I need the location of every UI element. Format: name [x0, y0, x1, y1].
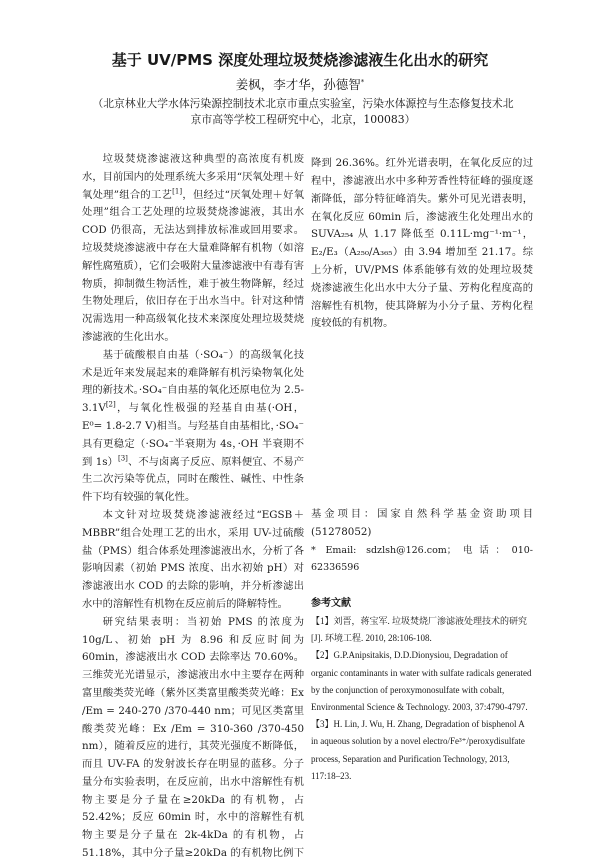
funding-note: 基金项目：国家自然科学基金资助项目(51278052): [311, 508, 533, 538]
body-text: 基于硫酸根自由基（·SO₄⁻）的高级氧化技术是近年来发展起来的难降解有机污染物氧化处理的新技术。·SO₄⁻自由基的氧化还原电位为 2.5-3.1V: [82, 348, 304, 415]
left-column: [82, 151, 304, 859]
reference-item: 【2】G.P.Anipsitakis, D.D.Dionysiou, Degradation of organic contaminants in water with sulfate radicals generated by the conjunction of peroxymonosulfate with cobalt, Environmental Science & Technology. 2003, 37:4790-4797.: [311, 650, 532, 712]
affiliation: （北京林业大学水体污染源控制技术北京市重点实验室，污染水体源控与生态修复技术北京市高等学校工程研究中心，北京，100083）: [92, 97, 514, 126]
reference-item: 【3】H. Lin, J. Wu, H. Zhang, Degradation of bisphenol A in aqueous solution by a novel electro/Fe³⁺/peroxydisulfate process, Separation and Purification Technology, 2013, 117:18–23.: [311, 719, 525, 781]
body-paragraph-4-continued: [311, 151, 533, 491]
body-text: ，与氧化性极强的羟基自由基(·OH，E⁰= 1.8-2.7 V)相当。与羟基自由基相比，·SO₄⁻具有更稳定（·SO₄⁻半衰期为 4s，·OH 半衰期不到 1s）: [82, 402, 304, 468]
right-column: [311, 151, 533, 785]
citation: [1]: [172, 187, 183, 196]
body-text: 垃圾焚烧渗滤液这种典型的高浓度有机废水，目前国内的处理系统大多采用“厌氧处理＋好氧处理”组合的工艺: [82, 153, 304, 201]
citation: [3]: [117, 454, 128, 463]
body-paragraph-1: [82, 151, 304, 347]
paper-title: 基于 UV/PMS 深度处理垃圾焚烧渗滤液生化出水的研究: [111, 51, 489, 69]
body-text: 降到 26.36%。红外光谱表明，在氧化反应的过程中，渗滤液出水中多种芳香性特征峰的强度逐渐降低，部分特征峰消失。紫外可见光谱表明，在氧化反应 60min 后，渗滤液生化处理出水的 SUVA₂₅₄ 从 1.17 降低至 0.11L·mg⁻¹·m⁻¹，E₂/E₃（A₂₅₀/A₃₆₅）由 3.94 增加至 21.17。综上分析，UV/PMS 体系能够有效的处理垃圾焚烧渗滤液生化出水中大分子量、芳构化程度高的溶解性有机物，使其降解为小分子量、芳构化程度较低的有机物。: [311, 157, 533, 330]
body-paragraph-2: [82, 347, 304, 507]
contact-email: * Email: sdzlsh@126.com；电话：010-62336596: [311, 544, 533, 574]
body-paragraph-3: 本文针对垃圾焚烧渗滤液经过“EGSB＋MBBR”组合处理工艺的出水，采用 UV-过硫酸盐（PMS）组合体系处理渗滤液出水，分析了各影响因素（初始 PMS 浓度、出水初始 pH）对渗滤液出水 COD 的去除的影响，并分析渗滤出水中的溶解性有机物在反应前后的降解特性。: [82, 508, 304, 610]
reference-item: 【1】刘晋，蒋宝军. 垃圾焚烧厂渗滤液处理技术的研究[J]. 环境工程. 2010, 28:106-108.: [311, 615, 528, 644]
body-paragraph-4: 研究结果表明：当初始 PMS 的浓度为 10g/L、初始 pH 为 8.96 和反应时间为 60min，渗滤液出水 COD 去除率达 70.60%。三维荧光光谱显示，渗滤液出水中主要存在两种富里酸类荧光峰（紫外区类富里酸类荧光峰：Ex /Em = 240-270 /370-440 nm；可见区类富里酸类荧光峰：Ex /Em = 310-360 /370-450 nm），随着反应的进行，其荧光强度不断降低，而且 UV-FA 的发射波长存在明显的蓝移。分子量分布实验表明，在反应前，出水中溶解性有机物主要是分子量在≥20kDa 的有机物，占 52.42%；反应 60min 时，水中的溶解性有机物主要是分子量在 2k-4kDa 的有机物，占 51.18%，其中分子量≥20kDa 的有机物比例下: [82, 615, 304, 859]
author-names: 姜枫，李才华，孙德智: [235, 77, 361, 92]
body-text: 、不与卤离子反应、原料便宜、不易产生二次污染等优点，同时在酸性、碱性、中性条件下均有较强的氧化性。: [82, 455, 305, 504]
references-heading: 参考文献: [311, 598, 351, 610]
corresponding-author-mark: *: [360, 77, 365, 86]
citation: [2]: [105, 400, 116, 409]
body-text: ，但经过“厌氧处理＋好氧处理”组合工艺处理的垃圾焚烧渗滤液，其出水 COD 仍很高，无法达到排放标准或回用要求。垃圾焚烧渗滤液中存在大量难降解有机物（如溶解性腐殖质），它们会吸附大量渗滤液中有毒有害物质，抑制微生物活性，难于被生物降解，经过生物处理后，依旧存在于出水当中。针对这种情况需选用一种高级氧化技术来深度处理垃圾焚烧渗滤液的生化出水。: [82, 188, 304, 343]
author-line: [40, 76, 560, 94]
